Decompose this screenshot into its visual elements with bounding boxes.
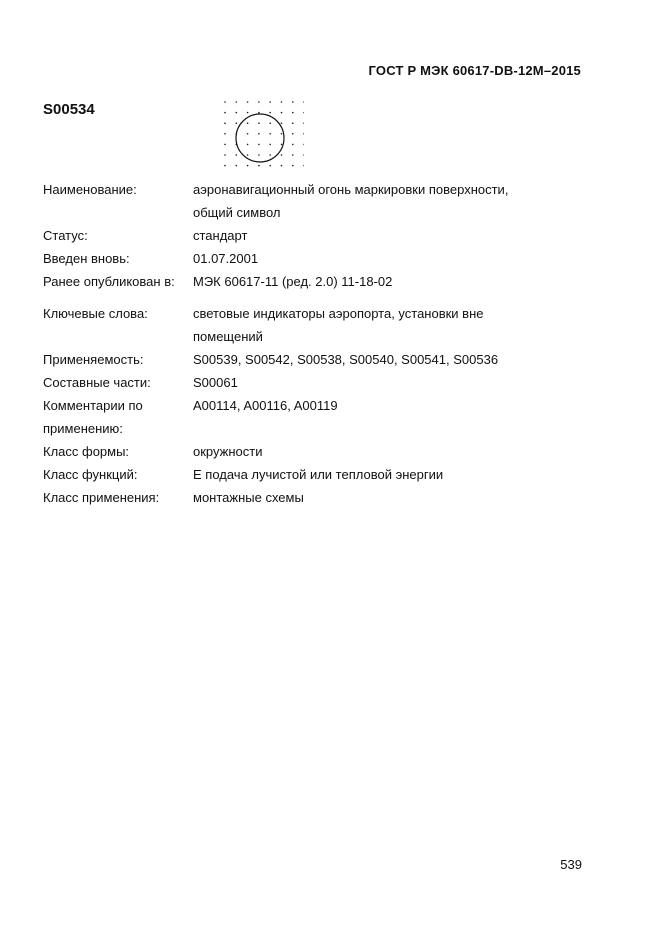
circle-symbol-icon bbox=[218, 96, 304, 168]
grid-dot bbox=[247, 122, 249, 124]
grid-dot bbox=[224, 101, 226, 103]
field-list bbox=[43, 178, 583, 509]
grid-dot bbox=[292, 101, 294, 103]
field-label: Класс функций: bbox=[43, 467, 138, 482]
field-label: Класс применения: bbox=[43, 490, 160, 505]
document-header: ГОСТ Р МЭК 60617-DB-12M–2015 bbox=[368, 63, 581, 78]
grid-dot bbox=[269, 165, 271, 167]
grid-dot bbox=[224, 133, 226, 135]
field-row-status bbox=[43, 224, 583, 247]
grid-dot bbox=[224, 122, 226, 124]
grid-dot bbox=[281, 122, 283, 124]
field-row-introduced bbox=[43, 247, 583, 270]
grid-dot bbox=[269, 154, 271, 156]
grid-dot bbox=[258, 144, 260, 146]
grid-dot bbox=[247, 154, 249, 156]
grid-dot bbox=[236, 122, 238, 124]
grid-dot bbox=[303, 101, 304, 103]
field-row-function-class bbox=[43, 463, 583, 486]
field-row-keywords bbox=[43, 302, 583, 348]
grid-dot bbox=[292, 144, 294, 146]
grid-dot bbox=[258, 133, 260, 135]
grid-dot bbox=[292, 112, 294, 114]
field-label: Ключевые слова: bbox=[43, 306, 148, 321]
grid-dot bbox=[292, 154, 294, 156]
grid-dot bbox=[281, 154, 283, 156]
grid-dot bbox=[269, 101, 271, 103]
field-value bbox=[193, 178, 583, 224]
field-row-components bbox=[43, 371, 583, 394]
grid-dot bbox=[236, 101, 238, 103]
symbol-code: S00534 bbox=[43, 101, 95, 118]
grid-dot bbox=[224, 144, 226, 146]
field-row-applicability bbox=[43, 348, 583, 371]
grid-dot bbox=[258, 154, 260, 156]
field-row-shape-class bbox=[43, 440, 583, 463]
field-value-line: помещений bbox=[193, 329, 263, 344]
field-label-line: Комментарии по bbox=[43, 398, 143, 413]
grid-dot bbox=[292, 122, 294, 124]
grid-dot bbox=[224, 154, 226, 156]
field-label: Статус: bbox=[43, 228, 88, 243]
field-value-line: аэронавигационный огонь маркировки поверхности, bbox=[193, 182, 509, 197]
field-value-line: общий символ bbox=[193, 205, 281, 220]
grid-dot bbox=[247, 101, 249, 103]
grid-dot bbox=[281, 144, 283, 146]
field-value: монтажные схемы bbox=[193, 490, 304, 505]
grid-dot bbox=[303, 154, 304, 156]
grid-dot bbox=[303, 112, 304, 114]
field-value: S00061 bbox=[193, 375, 238, 390]
grid-dot bbox=[224, 112, 226, 114]
grid-dot bbox=[258, 112, 260, 114]
field-label: Применяемость: bbox=[43, 352, 144, 367]
grid-dot bbox=[292, 165, 294, 167]
field-label: Ранее опубликован в: bbox=[43, 274, 175, 289]
field-value: A00114, A00116, A00119 bbox=[193, 398, 338, 413]
field-value: окружности bbox=[193, 444, 263, 459]
field-value bbox=[193, 302, 583, 348]
grid-dot bbox=[258, 122, 260, 124]
grid-dot bbox=[258, 165, 260, 167]
field-value: МЭК 60617-11 (ред. 2.0) 11-18-02 bbox=[193, 274, 393, 289]
field-label: Класс формы: bbox=[43, 444, 130, 459]
grid-dot bbox=[292, 133, 294, 135]
field-row-comments bbox=[43, 394, 583, 440]
grid-dot bbox=[247, 112, 249, 114]
grid-dot bbox=[236, 165, 238, 167]
grid-dot bbox=[281, 112, 283, 114]
field-value: S00539, S00542, S00538, S00540, S00541, S00536 bbox=[193, 352, 499, 367]
grid-dot bbox=[303, 122, 304, 124]
page-number: 539 bbox=[560, 857, 582, 872]
field-label: Введен вновь: bbox=[43, 251, 130, 266]
field-row-previously-published bbox=[43, 270, 583, 293]
grid-dot bbox=[281, 133, 283, 135]
grid-dot bbox=[269, 122, 271, 124]
field-label bbox=[43, 394, 193, 440]
field-value: E подача лучистой или тепловой энергии bbox=[193, 467, 444, 482]
field-value-line: световые индикаторы аэропорта, установки вне bbox=[193, 306, 484, 321]
field-row-application-class bbox=[43, 486, 583, 509]
grid-dot bbox=[236, 154, 238, 156]
grid-dot bbox=[236, 112, 238, 114]
grid-dot bbox=[281, 101, 283, 103]
field-label-line: применению: bbox=[43, 421, 123, 436]
grid-dot bbox=[281, 165, 283, 167]
grid-dot bbox=[258, 101, 260, 103]
grid-dot bbox=[303, 165, 304, 167]
field-label: Составные части: bbox=[43, 375, 151, 390]
grid-dot bbox=[247, 144, 249, 146]
grid-dot bbox=[269, 112, 271, 114]
field-label: Наименование: bbox=[43, 182, 137, 197]
grid-dot bbox=[247, 133, 249, 135]
grid-dot bbox=[269, 144, 271, 146]
field-row-name bbox=[43, 178, 583, 224]
grid-dot bbox=[269, 133, 271, 135]
grid-dot bbox=[247, 165, 249, 167]
grid-dot bbox=[224, 165, 226, 167]
grid-dot bbox=[303, 133, 304, 135]
field-value: стандарт bbox=[193, 228, 248, 243]
grid-dot bbox=[303, 144, 304, 146]
field-value: 01.07.2001 bbox=[193, 251, 259, 266]
